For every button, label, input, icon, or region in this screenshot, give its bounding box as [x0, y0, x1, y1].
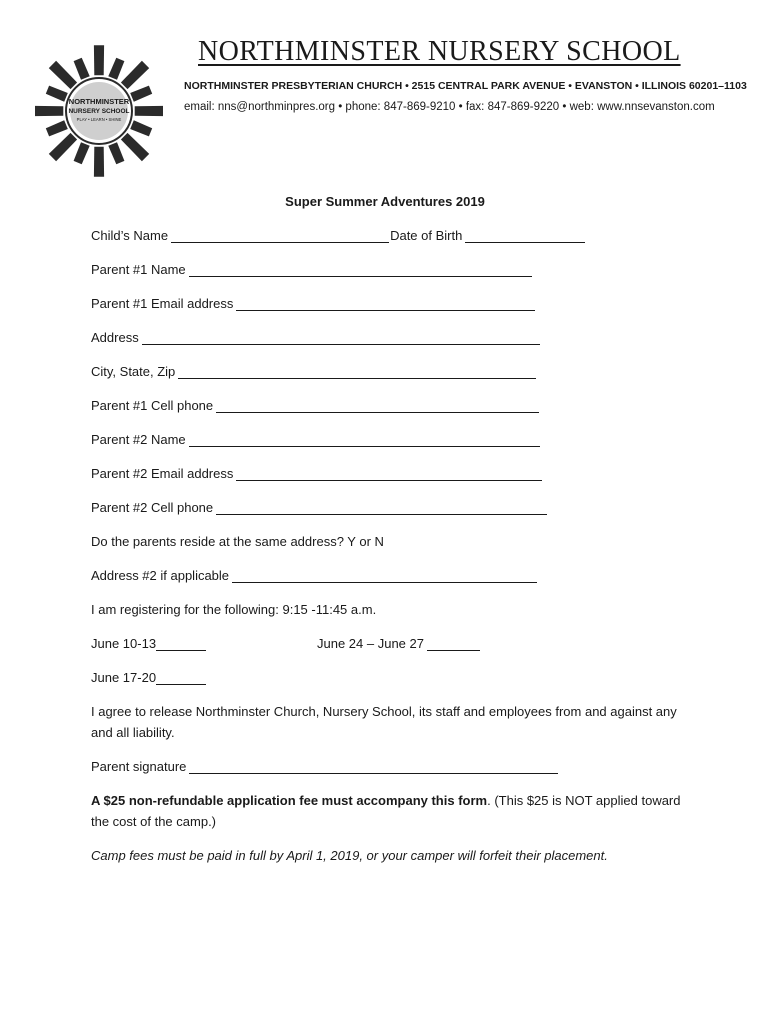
form-title: Super Summer Adventures 2019 [285, 194, 485, 209]
parent1-name-label: Parent #1 Name [91, 262, 186, 277]
signature-field[interactable] [189, 761, 558, 774]
address2-field[interactable] [232, 570, 537, 583]
sun-ray [49, 61, 77, 89]
sun-ray [46, 120, 68, 136]
release-agreement: I agree to release Northminster Church, Nursery School, its staff and employees from and against any and all liability. [91, 704, 677, 740]
parent2-cell-field[interactable] [216, 502, 547, 515]
session2-label: June 24 – June 27 [317, 636, 424, 651]
parent1-name-row [91, 262, 532, 277]
child-name-field[interactable] [171, 230, 389, 243]
parent2-name-field[interactable] [189, 434, 540, 447]
sun-ray [74, 142, 90, 164]
address2-row [91, 568, 537, 583]
parent2-name-row [91, 432, 540, 447]
parent2-email-row [91, 466, 542, 481]
sun-ray [135, 106, 163, 116]
school-name: NORTHMINSTER NURSERY SCHOOL [198, 36, 681, 67]
logo-text-3: PLAY • LEARN • SHINE [76, 117, 122, 122]
parent2-email-field[interactable] [236, 468, 542, 481]
sun-ray [108, 58, 124, 80]
session1-label: June 10-13 [91, 636, 157, 651]
sun-ray [108, 142, 124, 164]
session3-field[interactable] [156, 672, 206, 685]
sun-ray [121, 61, 149, 89]
sun-ray [121, 133, 149, 161]
logo-text-1: NORTHMINSTER [68, 97, 130, 106]
city-state-zip-row [91, 364, 536, 379]
session2-field[interactable] [427, 638, 480, 651]
session-june-17-20 [91, 670, 206, 685]
sun-ray [130, 86, 152, 102]
parent1-name-field[interactable] [189, 264, 532, 277]
church-address: NORTHMINSTER PRESBYTERIAN CHURCH • 2515 CENTRAL PARK AVENUE • EVANSTON • ILLINOIS 60201–1103 [184, 80, 747, 92]
child-name-label: Child’s Name [91, 228, 169, 243]
signature-row [91, 759, 558, 774]
payment-deadline-note: Camp fees must be paid in full by April 1, 2019, or your camper will forfeit their placement. [91, 848, 608, 863]
parent2-email-label: Parent #2 Email address [91, 466, 234, 481]
fee-notice [91, 790, 691, 832]
sun-ray [130, 120, 152, 136]
session3-label: June 17-20 [91, 670, 157, 685]
registering-for-text: I am registering for the following: 9:15 -11:45 a.m. [91, 602, 377, 617]
address-label: Address [91, 330, 139, 345]
fee-notice-rest: . (This $25 is NOT applied toward the cost of the camp.) [91, 793, 681, 829]
date-of-birth-label: Date of Birth [390, 228, 463, 243]
address-row [91, 330, 540, 345]
session1-field[interactable] [156, 638, 206, 651]
sun-ray [94, 45, 104, 75]
signature-label: Parent signature [91, 759, 187, 774]
school-logo [35, 40, 163, 182]
city-state-zip-label: City, State, Zip [91, 364, 176, 379]
parent1-cell-row [91, 398, 539, 413]
session-june-10-13 [91, 636, 206, 651]
parent2-cell-label: Parent #2 Cell phone [91, 500, 214, 515]
sun-ray [94, 147, 104, 177]
same-address-question: Do the parents reside at the same address? Y or N [91, 534, 384, 549]
parent1-cell-field[interactable] [216, 400, 539, 413]
parent1-email-row [91, 296, 535, 311]
parent2-name-label: Parent #2 Name [91, 432, 186, 447]
sun-ray [49, 133, 77, 161]
city-state-zip-field[interactable] [178, 366, 536, 379]
session-june-24-27 [317, 636, 480, 651]
sun-ray [46, 86, 68, 102]
parent2-cell-row [91, 500, 547, 515]
contact-info: email: nns@northminpres.org • phone: 847-869-9210 • fax: 847-869-9220 • web: www.nnsevanston.com [184, 101, 715, 113]
address-field[interactable] [142, 332, 540, 345]
fee-notice-bold: A $25 non-refundable application fee must accompany this form [91, 793, 488, 808]
sun-ray [74, 58, 90, 80]
sun-ray [35, 106, 63, 116]
address2-label: Address #2 if applicable [91, 568, 230, 583]
logo-text-2: NURSERY SCHOOL [68, 108, 130, 115]
parent1-email-field[interactable] [236, 298, 535, 311]
parent1-cell-label: Parent #1 Cell phone [91, 398, 214, 413]
date-of-birth-field[interactable] [465, 230, 585, 243]
child-info-row [91, 228, 585, 243]
parent1-email-label: Parent #1 Email address [91, 296, 234, 311]
